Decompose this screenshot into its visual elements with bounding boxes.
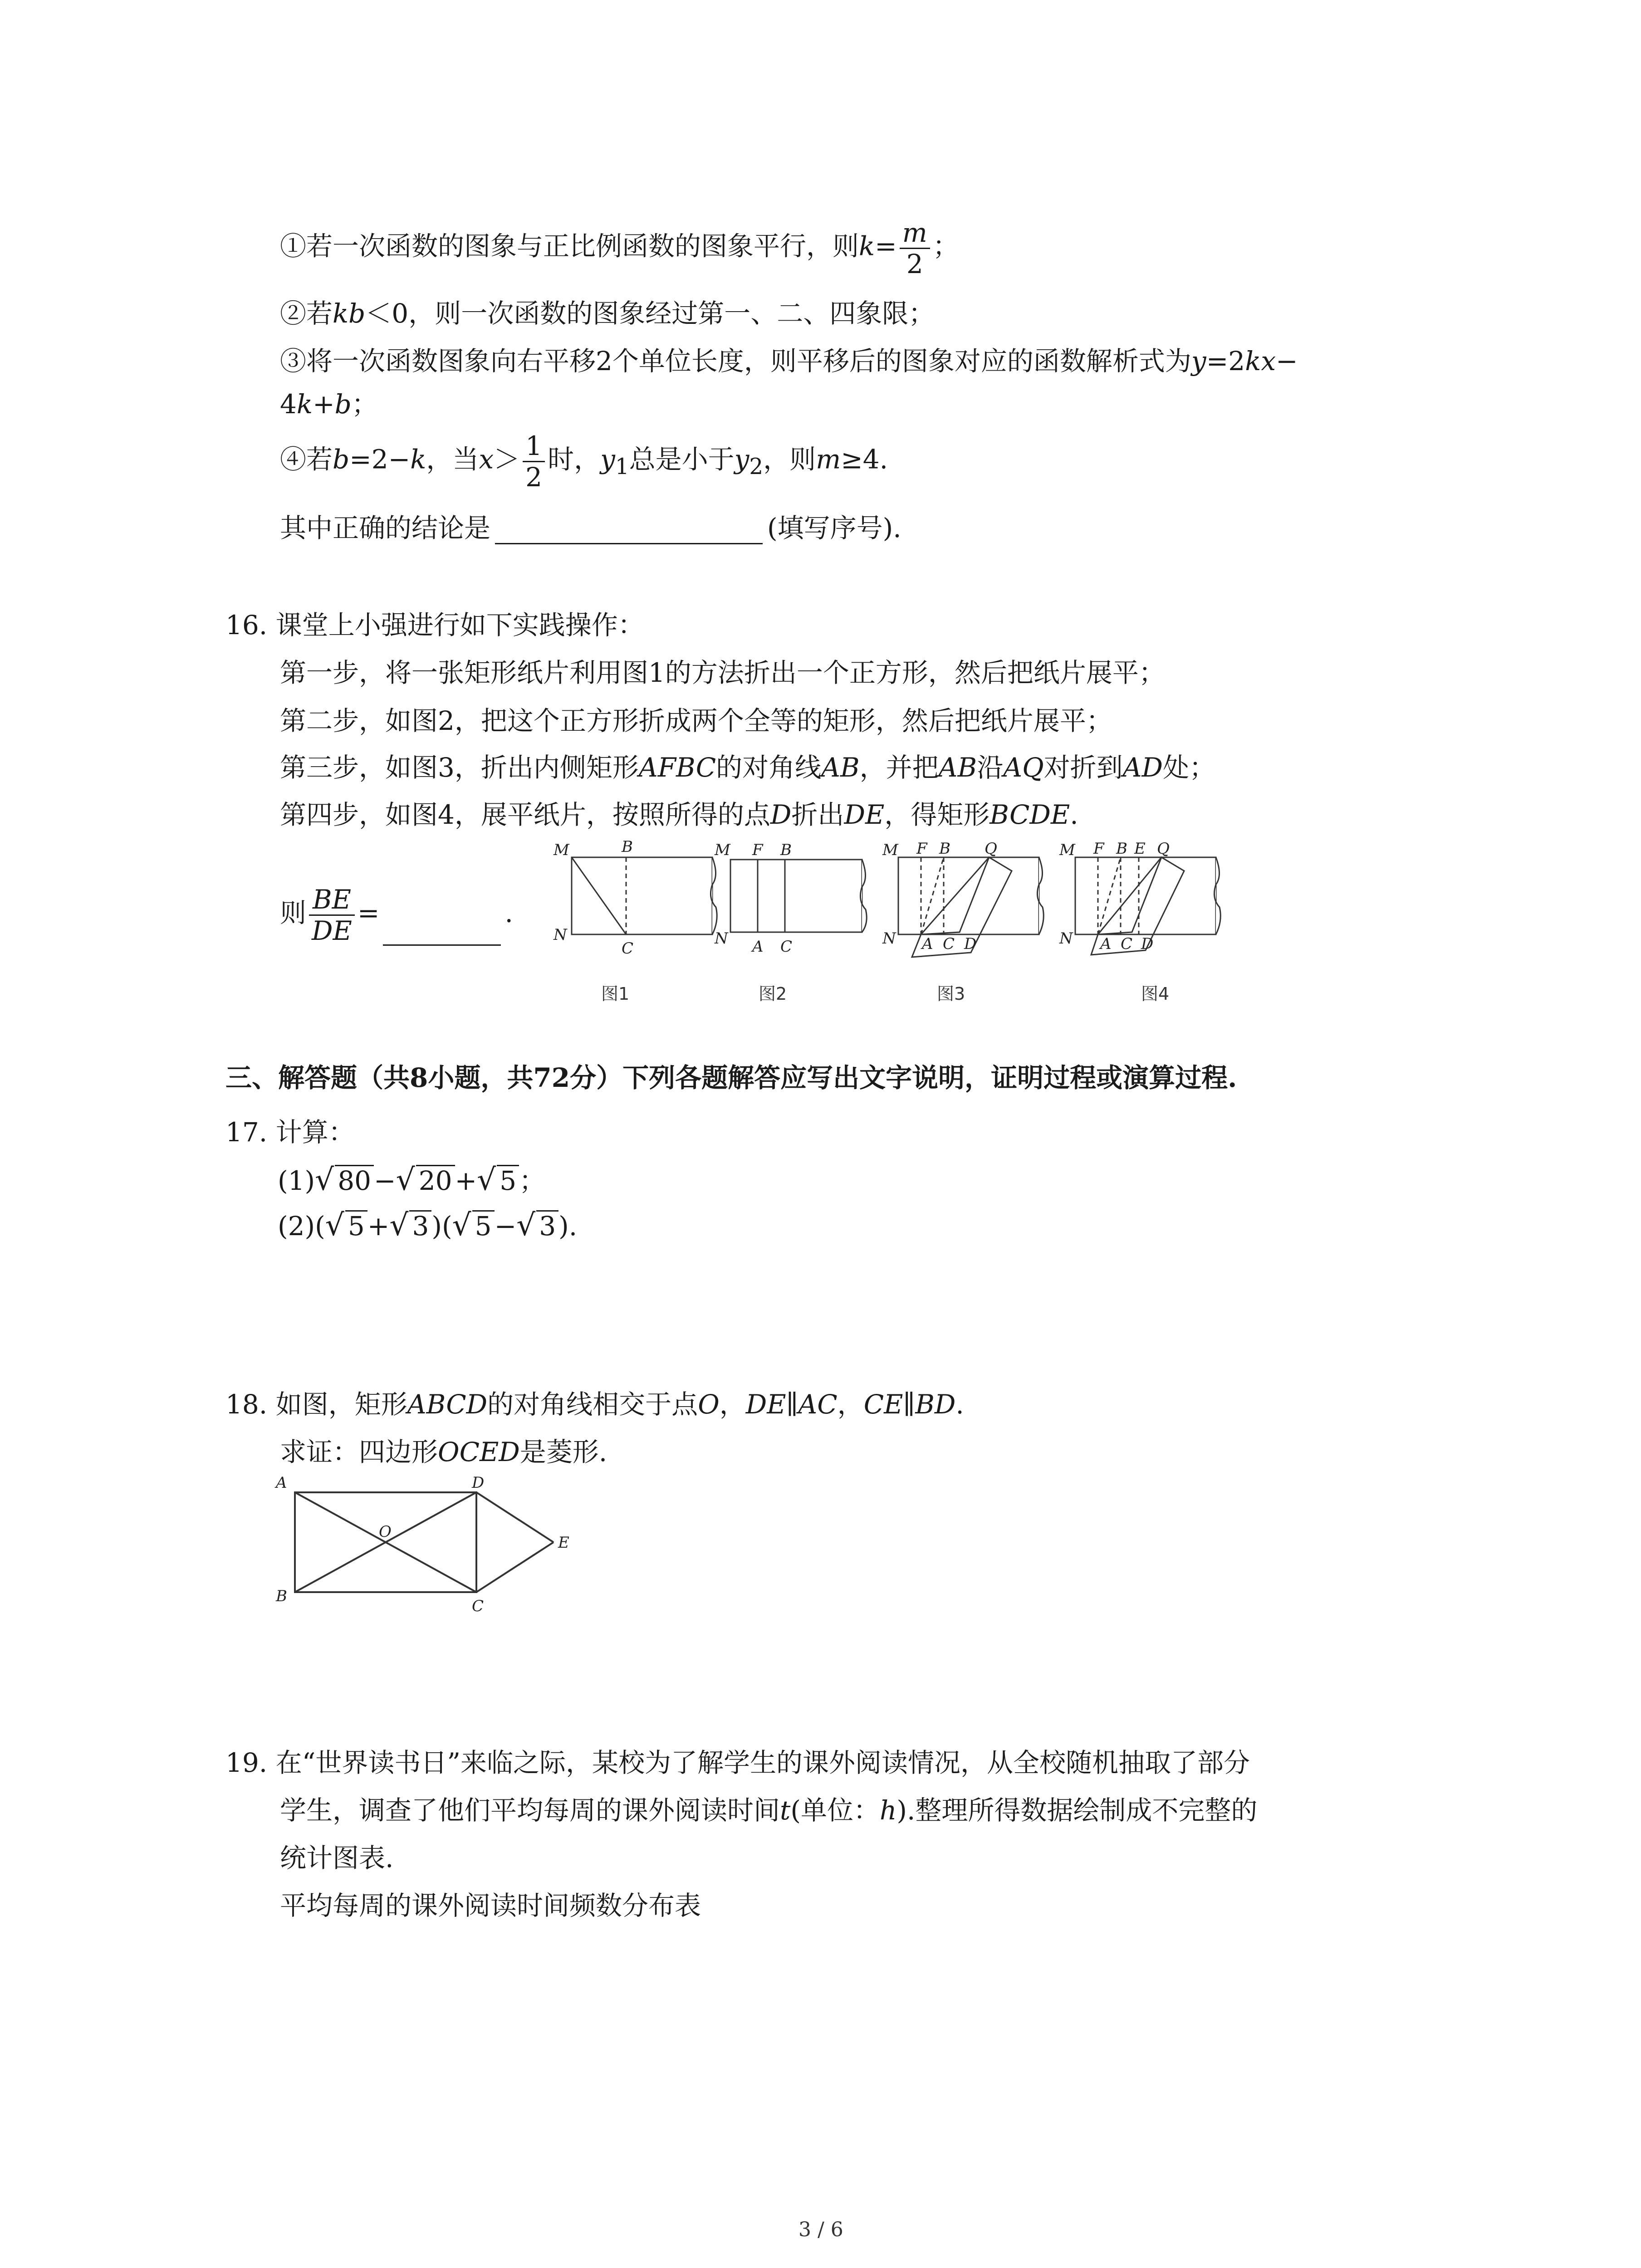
fig4-label: F xyxy=(1093,840,1104,858)
fig2-label: C xyxy=(780,938,793,956)
fig4-label: E xyxy=(1134,840,1146,858)
q18-statement: 18. 如图，矩形ABCD的对角线相交于点O，DE∥AC，CE∥BD. xyxy=(225,1389,964,1420)
fig2-label: F xyxy=(752,841,763,859)
q16-figure-2 xyxy=(730,860,867,932)
q19-line3: 统计图表. xyxy=(280,1843,394,1873)
fig3-label: A xyxy=(922,935,933,953)
q18-figure xyxy=(268,1470,594,1624)
fig2-label: N xyxy=(715,929,728,948)
q19-table-title: 平均每周的课外阅读时间频数分布表 xyxy=(280,1890,701,1921)
q18-label-o: O xyxy=(379,1523,392,1541)
page-number: 3 / 6 xyxy=(798,2218,843,2241)
q19-line2: 学生，调查了他们平均每周的课外阅读时间t(单位：h).整理所得数据绘制成不完整的 xyxy=(280,1795,1258,1826)
q15-statement-3-line1: ③将一次函数图象向右平移2个单位长度，则平移后的图象对应的函数解析式为y=2kx− xyxy=(280,346,1298,376)
q16-step1: 第一步，将一张矩形纸片利用图1的方法折出一个正方形，然后把纸片展平； xyxy=(280,657,1165,688)
section-3-heading: 三、解答题（共8小题，共72分）下列各题解答应写出文字说明，证明过程或演算过程. xyxy=(225,1062,1237,1093)
fig2-label: B xyxy=(780,841,792,859)
fig3-label: N xyxy=(882,929,896,948)
q16-answer-blank[interactable] xyxy=(383,917,501,946)
fig1-label: M xyxy=(554,841,569,859)
figure-caption-3: 图3 xyxy=(937,984,965,1004)
fig2-label: M xyxy=(715,841,730,859)
q16-step2: 第二步，如图2，把这个正方形折成两个全等的矩形，然后把纸片展平； xyxy=(280,705,1112,736)
fig4-label: M xyxy=(1059,841,1075,859)
fig3-label: F xyxy=(916,840,927,858)
fig4-label: C xyxy=(1121,935,1133,953)
fig4-label: Q xyxy=(1157,840,1170,858)
q15-statement-2: ②若kb＜0，则一次函数的图象经过第一、二、四象限； xyxy=(280,298,935,329)
q16-figures xyxy=(535,835,1298,1016)
fig1-label: C xyxy=(622,939,634,958)
q17-part-2: (2)(√ 5 +√ 3 )(√ 5 −√ 3 ). xyxy=(278,1207,578,1242)
fig3-label: B xyxy=(939,840,950,858)
fig1-label: N xyxy=(554,926,567,944)
q15-statement-4: ④若b=2−k，当x＞ $\frac{1}{2}$ 时，$y_1$总是小于$y_2$，则m≥4. xyxy=(280,430,888,493)
fig3-label: Q xyxy=(985,840,997,858)
fig3-label: C xyxy=(943,935,955,953)
fig3-label: M xyxy=(882,841,898,859)
q17-part-1: (1)√ 80 −√ 20 +√ 5 ； xyxy=(278,1162,546,1197)
q18-label-d: D xyxy=(472,1474,485,1492)
figure-caption-2: 图2 xyxy=(759,984,787,1004)
fig4-label: D xyxy=(1141,935,1154,953)
q18-label-c: C xyxy=(472,1597,484,1615)
fig3-label: D xyxy=(964,935,977,953)
q15-statement-3-line2: 4k+b； xyxy=(280,389,378,420)
q17-number: 17. xyxy=(225,1117,268,1148)
q18-number: 18. xyxy=(225,1389,268,1420)
figure-caption-4: 图4 xyxy=(1141,984,1170,1004)
q15-answer-blank[interactable] xyxy=(495,516,763,544)
q15-statement-1: ①若一次函数的图象与正比例函数的图象平行，则k= $\frac{m}{2}$ ； xyxy=(280,217,959,279)
q19-number: 19. xyxy=(225,1747,268,1778)
q16-number: 16. xyxy=(225,610,268,640)
fig2-label: A xyxy=(752,938,764,956)
q17-title: 17. 计算： xyxy=(225,1117,355,1148)
q16-figure-1 xyxy=(572,857,717,934)
fig4-label: N xyxy=(1059,929,1073,948)
q18-prove: 求证：四边形OCED是菱形. xyxy=(280,1437,607,1467)
q19-line1: 19. 在“世界读书日”来临之际，某校为了解学生的课外阅读情况，从全校随机抽取了部分 xyxy=(225,1747,1250,1778)
q18-label-a: A xyxy=(276,1474,287,1492)
q16-intro: 16. 课堂上小强进行如下实践操作： xyxy=(225,610,644,640)
q16-step4: 第四步，如图4，展平纸片，按照所得的点D折出DE，得矩形BCDE. xyxy=(280,799,1078,830)
fig1-label: B xyxy=(622,838,633,856)
figure-caption-1: 图1 xyxy=(601,984,630,1004)
fig4-label: B xyxy=(1116,840,1127,858)
q15-answer-prompt: 其中正确的结论是 (填写序号). xyxy=(280,513,901,543)
q18-label-e: E xyxy=(558,1534,569,1552)
q16-answer-prompt: 则 $\frac{BE}{DE}$ = . xyxy=(280,884,513,946)
fig4-label: A xyxy=(1100,935,1112,953)
q18-label-b: B xyxy=(276,1587,287,1605)
q16-step3: 第三步，如图3，折出内侧矩形AFBC的对角线AB，并把AB沿AQ对折到AD处； xyxy=(280,752,1216,783)
